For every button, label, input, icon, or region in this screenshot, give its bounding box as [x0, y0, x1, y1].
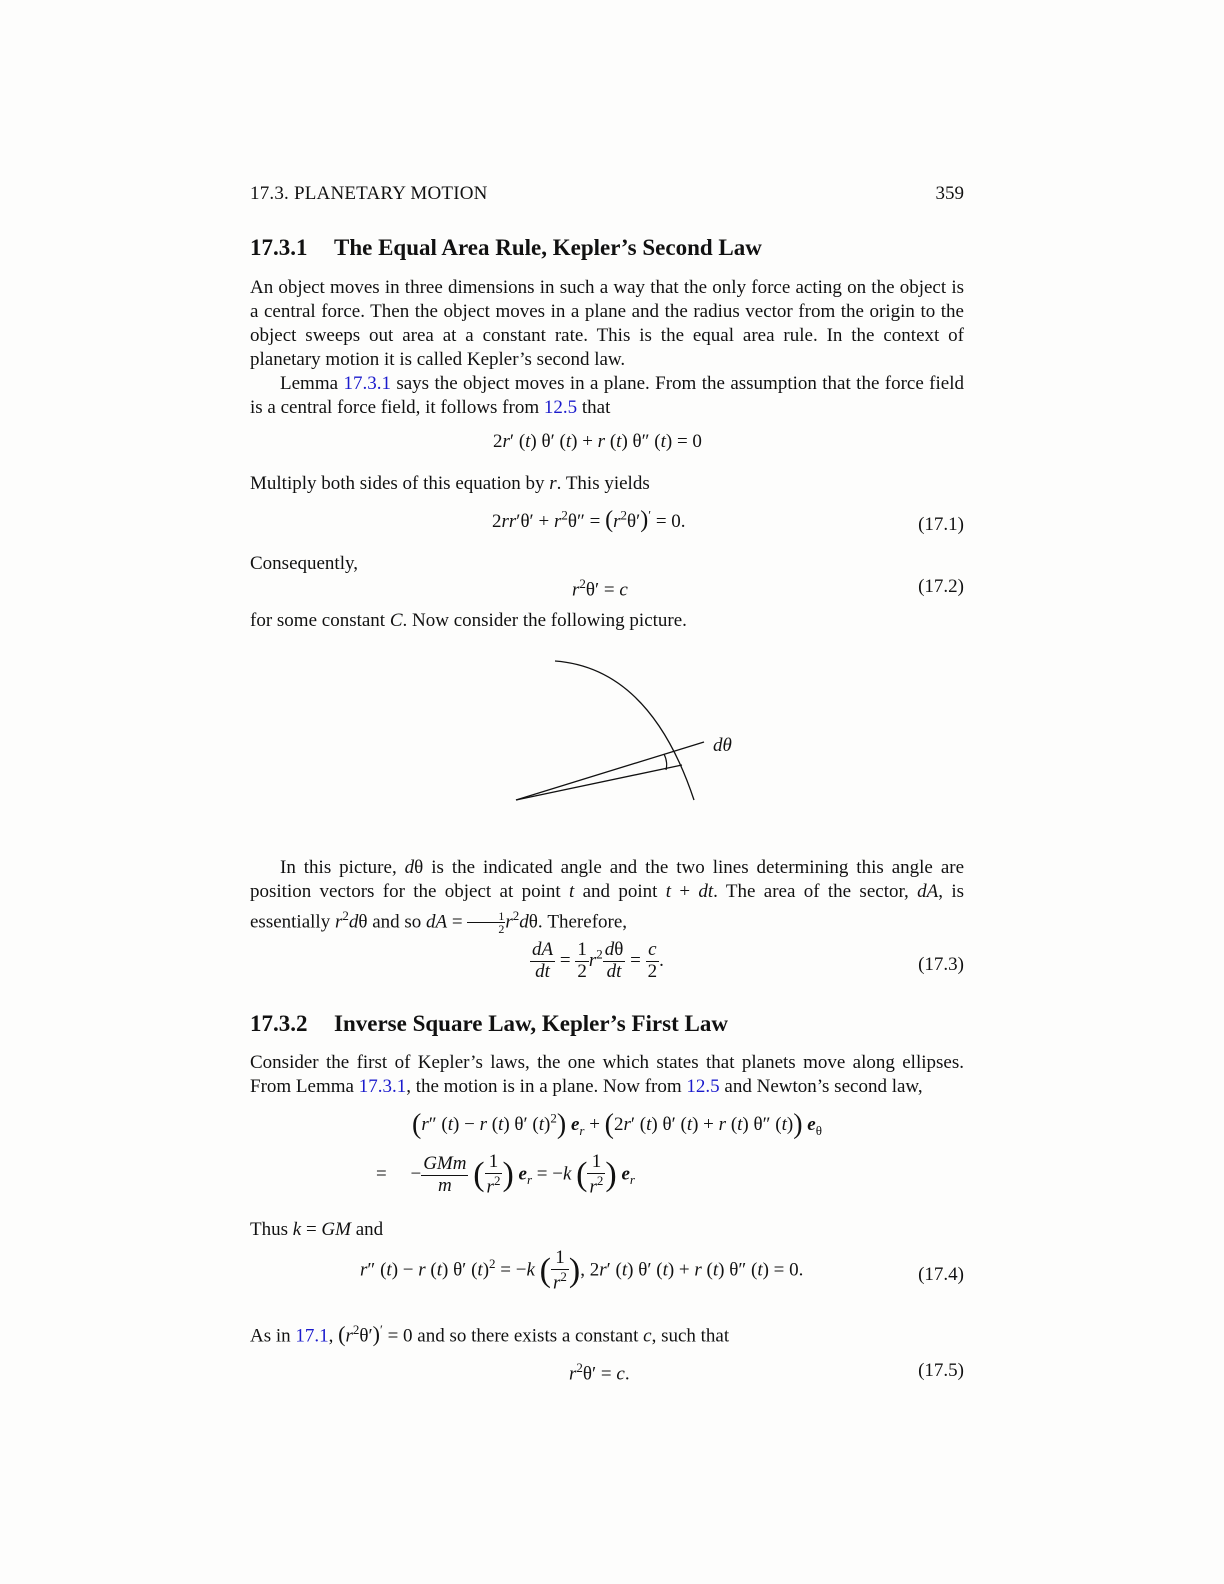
equation-17-4: r″ (t) − r (t) θ′ $(t)^2 = -k$ ( $\frac{1}{r^2}$ ), 2r′ (t) θ′ (t) + r (t) θ″ (t) = 0.: [360, 1247, 804, 1294]
paragraph: As in 17.1, $(r^2\theta')' = 0$ and so there exists a constant c, such that: [250, 1321, 730, 1347]
equation-newton-line2: = − $\frac{\text{GMm}}{m}$ ( $\frac{1}{r^2}$ ) $e_r = -k$ ( $\frac{1}{r^2}$ ) $e_r$: [376, 1151, 635, 1198]
section-title: The Equal Area Rule, Kepler’s Second Law: [334, 235, 762, 260]
lemma-link[interactable]: 17.3.1: [343, 373, 391, 394]
running-head: 17.3. PLANETARY MOTION: [250, 183, 488, 204]
equation-number: (17.2): [918, 576, 964, 597]
paragraph: Consider the first of Kepler’s laws, the one which states that planets move along ellipses. From Lemma 17.3.1, the motion is in a plane. Now from 12.5 and Newton’s second law,: [250, 1052, 964, 1097]
paragraph: In this picture, dθ is the indicated angle and the two lines determining this angle are position vectors for the object at point t and point t + dt. The area of the sector, dA, is essentially $r^2d\theta$ and so dA = $\frac{1}{2}$ $r^2d\theta$. Therefore,: [250, 857, 965, 937]
position-vector-t-dt: [516, 765, 682, 800]
position-vector-t: [516, 742, 704, 800]
equation-link[interactable]: 17.1: [295, 1325, 329, 1347]
paragraph: Thus k = GM and: [250, 1219, 384, 1240]
orbit-arc: [555, 661, 694, 800]
equation-number: (17.3): [918, 954, 964, 975]
equation-newton-line1: (r″ (t) − r (t) θ′ $(t)^2$) $e_r + (2r'$ (t) θ′ (t) + r (t) θ″ (t)) $e_\theta$: [412, 1109, 822, 1140]
section-heading-1: [250, 235, 762, 261]
paragraph: Lemma 17.3.1 says the object moves in a plane. From the assumption that the force field is a central force field, it follows from 12.5 that: [250, 373, 965, 418]
paragraph: for some constant C. Now consider the following picture.: [250, 610, 687, 631]
angle-label: dθ: [713, 735, 732, 756]
equation-number: (17.5): [918, 1360, 964, 1381]
paragraph: An object moves in three dimensions in such a way that the only force acting on the object is a central force. Then the object moves in a plane and the radius vector from the origin to the object sweeps out area at a constant rate. This is the equal area rule. In the context of planetary motion it is called Kepler’s second law.: [250, 277, 964, 370]
equation-link[interactable]: 12.5: [686, 1076, 720, 1097]
equation-number: (17.1): [918, 514, 964, 535]
equation-17-3: $\frac{dA}{dt}$ = $\frac{1}{2}$ $r^2$ $\frac{d\theta}{dt}$ = $\frac{c}{2}$ .: [532, 939, 664, 982]
paragraph: Consequently,: [250, 553, 359, 574]
equation-link[interactable]: 12.5: [543, 397, 578, 418]
equation-central-force: 2r′ (t) θ′ (t) + r (t) θ″ (t) = 0: [493, 431, 702, 452]
equation-17-5: $r^2\theta' = c$.: [569, 1360, 630, 1385]
page-number: 359: [935, 183, 964, 204]
section-number: 17.3.2: [250, 1011, 308, 1036]
section-number: 17.3.1: [250, 235, 308, 260]
equation-17-1: $2rr'\theta' + r^2\theta'' = (r^2\theta')' = 0$.: [492, 507, 686, 533]
section-title: Inverse Square Law, Kepler’s First Law: [334, 1011, 728, 1036]
sector-figure: [500, 650, 740, 810]
lemma-link[interactable]: 17.3.1: [358, 1076, 407, 1097]
equation-number: (17.4): [918, 1264, 964, 1285]
equation-17-2: $r^2\theta' = c$: [572, 576, 628, 601]
paragraph: Multiply both sides of this equation by r. This yields: [250, 473, 650, 494]
section-heading-2: [250, 1011, 728, 1037]
angle-arc: [664, 754, 667, 770]
